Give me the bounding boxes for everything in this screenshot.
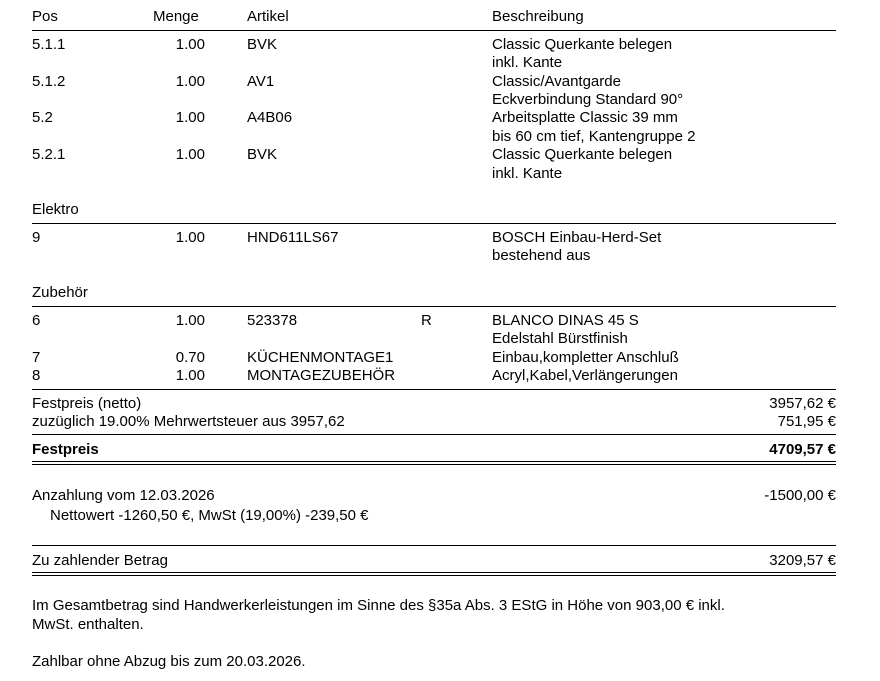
item-quantity: 1.00 xyxy=(175,229,205,246)
item-description-2: bestehend aus xyxy=(492,247,591,264)
tax-note: Im Gesamtbetrag sind Handwerkerleistungen im Sinne des §35a Abs. 3 EStG in Höhe von 903,00 € inkl. xyxy=(32,597,725,614)
item-article: BVK xyxy=(247,146,278,163)
item-description: Acryl,Kabel,Verlängerungen xyxy=(492,367,678,384)
deposit-label: Anzahlung vom 12.03.2026 xyxy=(32,487,215,504)
tax-note-2: MwSt. enthalten. xyxy=(32,616,144,633)
item-quantity: 0.70 xyxy=(175,349,205,366)
vat-label: zuzüglich 19.00% Mehrwertsteuer aus 3957,62 xyxy=(32,413,345,430)
item-quantity: 1.00 xyxy=(175,36,205,53)
item-pos: 6 xyxy=(32,312,41,329)
item-description-2: Eckverbindung Standard 90° xyxy=(492,91,684,108)
item-pos: 8 xyxy=(32,367,41,384)
item-quantity: 1.00 xyxy=(175,146,205,163)
item-pos: 5.2 xyxy=(32,109,53,126)
item-flag: R xyxy=(421,312,432,329)
item-quantity: 1.00 xyxy=(175,367,205,384)
column-header-artikel: Artikel xyxy=(247,8,289,25)
amount-due-value: 3209,57 € xyxy=(769,552,836,569)
item-description: Einbau,kompletter Anschluß xyxy=(492,349,679,366)
item-pos: 9 xyxy=(32,229,41,246)
due-double-line-top xyxy=(32,572,836,573)
item-article: KÜCHENMONTAGE1 xyxy=(247,349,394,366)
payment-terms: Zahlbar ohne Abzug bis zum 20.03.2026. xyxy=(32,653,306,670)
item-description: Classic/Avantgarde xyxy=(492,73,621,90)
total-value: 4709,57 € xyxy=(769,441,836,458)
item-article: MONTAGEZUBEHÖR xyxy=(247,367,396,384)
item-pos: 5.1.1 xyxy=(32,36,66,53)
due-divider xyxy=(32,545,836,546)
section-heading-elektro: Elektro xyxy=(32,201,79,218)
item-quantity: 1.00 xyxy=(175,73,205,90)
item-article: BVK xyxy=(247,36,278,53)
section-divider xyxy=(32,306,836,307)
total-double-line-top xyxy=(32,461,836,462)
item-article: A4B06 xyxy=(247,109,293,126)
column-header-menge: Menge xyxy=(153,8,199,25)
total-divider xyxy=(32,434,836,435)
item-description: BOSCH Einbau-Herd-Set xyxy=(492,229,662,246)
section-heading-zubehoer: Zubehör xyxy=(32,284,88,301)
item-description-2: bis 60 cm tief, Kantengruppe 2 xyxy=(492,128,696,145)
item-description-2: inkl. Kante xyxy=(492,54,563,71)
item-pos: 7 xyxy=(32,349,41,366)
item-article: 523378 xyxy=(247,312,298,329)
item-pos: 5.2.1 xyxy=(32,146,66,163)
header-divider xyxy=(32,30,836,31)
deposit-detail: Nettowert -1260,50 €, MwSt (19,00%) -239,50 € xyxy=(50,507,369,524)
total-double-line-bottom xyxy=(32,464,836,465)
item-description: Classic Querkante belegen xyxy=(492,146,673,163)
column-header-beschreibung: Beschreibung xyxy=(492,8,584,25)
column-header-pos: Pos xyxy=(32,8,58,25)
totals-divider xyxy=(32,389,836,390)
item-description: Classic Querkante belegen xyxy=(492,36,673,53)
item-description: Arbeitsplatte Classic 39 mm xyxy=(492,109,678,126)
item-description-2: inkl. Kante xyxy=(492,165,563,182)
item-quantity: 1.00 xyxy=(175,312,205,329)
net-price-value: 3957,62 € xyxy=(769,395,836,412)
item-description: BLANCO DINAS 45 S xyxy=(492,312,639,329)
item-article: AV1 xyxy=(247,73,275,90)
item-pos: 5.1.2 xyxy=(32,73,66,90)
item-description-2: Edelstahl Bürstfinish xyxy=(492,330,628,347)
deposit-value: -1500,00 € xyxy=(764,487,836,504)
due-double-line-bottom xyxy=(32,575,836,576)
total-label: Festpreis xyxy=(32,441,99,458)
section-divider xyxy=(32,223,836,224)
item-quantity: 1.00 xyxy=(175,109,205,126)
net-price-label: Festpreis (netto) xyxy=(32,395,142,412)
item-article: HND611LS67 xyxy=(247,229,339,246)
amount-due-label: Zu zahlender Betrag xyxy=(32,552,168,569)
vat-value: 751,95 € xyxy=(777,413,836,430)
